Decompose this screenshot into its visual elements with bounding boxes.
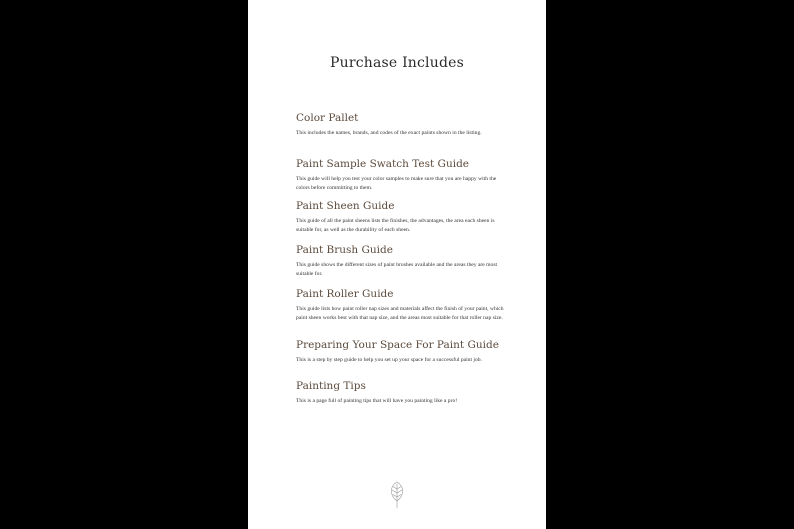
section-description: This is a step by step guide to help you set up your space for a successful paint job. bbox=[296, 357, 482, 363]
section-heading: Painting Tips bbox=[296, 380, 366, 392]
section-heading: Paint Roller Guide bbox=[296, 288, 394, 300]
section-paint-brush-guide bbox=[296, 244, 506, 278]
section-heading: Paint Brush Guide bbox=[296, 244, 393, 256]
section-description: This is a page full of painting tips that will have you painting like a pro! bbox=[296, 398, 458, 404]
section-heading: Preparing Your Space For Paint Guide bbox=[296, 339, 499, 351]
section-description: This guide of all the paint sheens lists the finishes, the advantages, the area each sheen is suitable for, as well as the durability of each sheen. bbox=[296, 218, 495, 233]
section-description: This guide lists how paint roller nap sizes and materials affect the finish of your paint, which paint sheen works best with that nap size, and the areas most suitable for that roller nap size. bbox=[296, 306, 504, 321]
section-paint-sample-swatch-test-guide bbox=[296, 158, 506, 192]
section-description: This guide will help you test your color samples to make sure that you are happy with the colors before committing to them. bbox=[296, 176, 497, 191]
tree-leaf-icon bbox=[385, 480, 409, 510]
page-title: Purchase Includes bbox=[330, 55, 464, 71]
section-color-pallet bbox=[296, 112, 506, 138]
section-heading: Color Pallet bbox=[296, 112, 359, 124]
section-heading: Paint Sample Swatch Test Guide bbox=[296, 158, 470, 170]
document-page bbox=[248, 0, 546, 529]
section-preparing-your-space-guide bbox=[296, 339, 506, 365]
section-heading: Paint Sheen Guide bbox=[296, 200, 395, 212]
section-painting-tips bbox=[296, 380, 506, 406]
section-paint-roller-guide bbox=[296, 288, 506, 322]
section-description: This guide shows the different sizes of paint brushes available and the areas they are most suitable for. bbox=[296, 262, 498, 277]
section-paint-sheen-guide bbox=[296, 200, 506, 234]
section-description: This includes the names, brands, and codes of the exact paints shown in the listing. bbox=[296, 130, 482, 136]
